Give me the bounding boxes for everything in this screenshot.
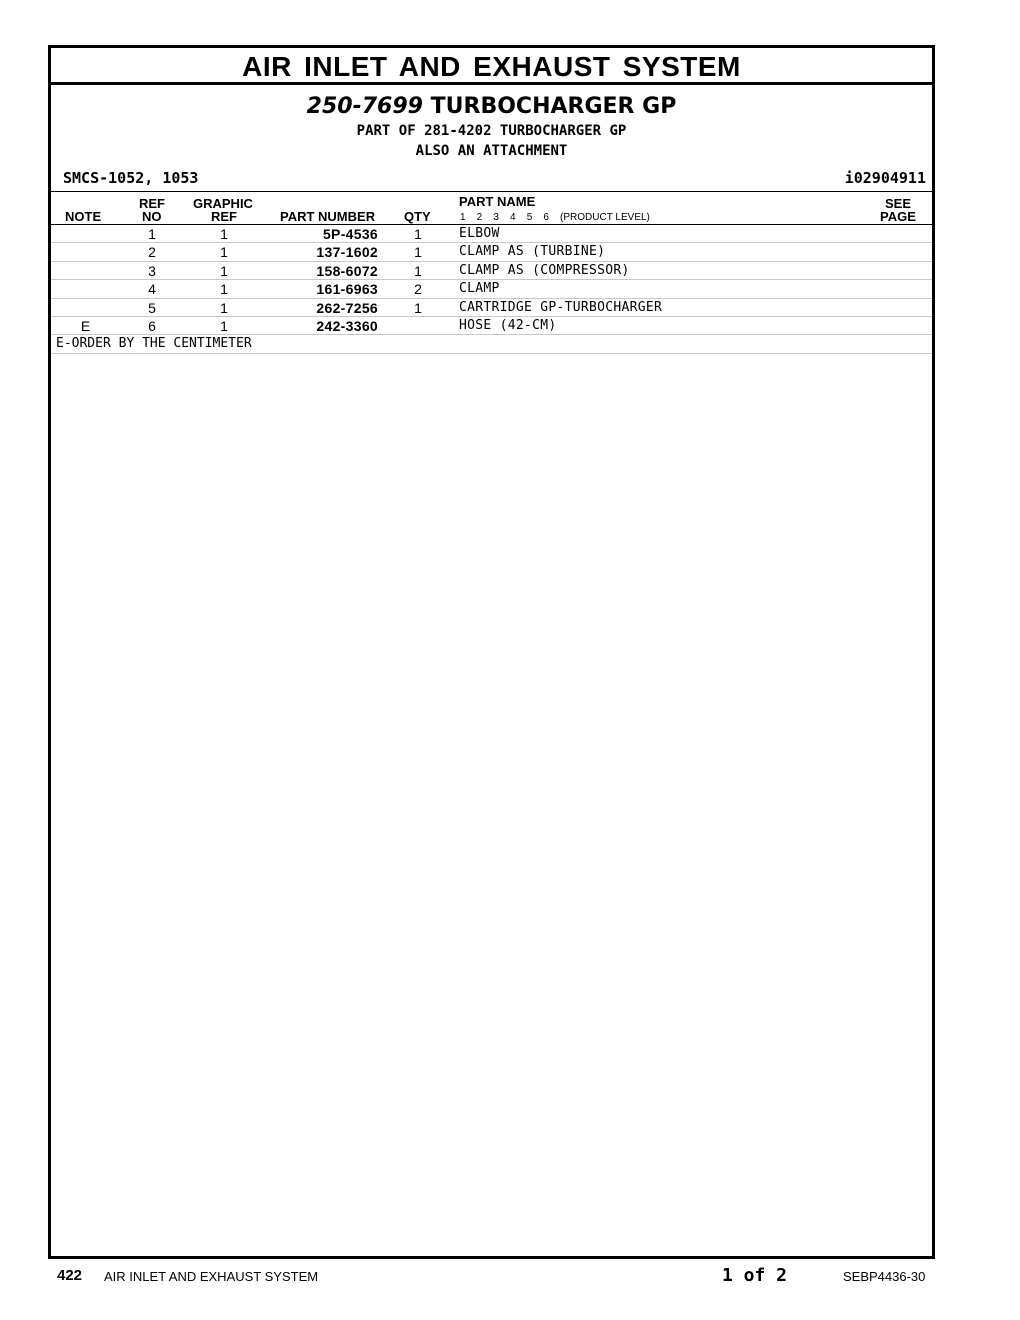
cell-ref: 3 (148, 262, 156, 279)
cell-part-number: 5P-4536 (322, 226, 378, 242)
cell-qty: 2 (414, 281, 422, 298)
table-footnote: E-ORDER BY THE CENTIMETER (51, 335, 932, 353)
footer-page-number: 422 (57, 1267, 83, 1284)
group-number: 250-7699 (306, 94, 423, 119)
header-see-bottom: PAGE (880, 209, 916, 224)
page-frame (48, 45, 935, 1259)
cell-ref: 2 (148, 244, 156, 261)
table-row (51, 243, 932, 261)
cell-part-name: CARTRIDGE GP-TURBOCHARGER (459, 299, 663, 315)
header-note: NOTE (65, 209, 102, 224)
cell-part-name: CLAMP AS (TURBINE) (459, 244, 606, 260)
table-row (51, 299, 932, 317)
cell-part-name: CLAMP (459, 281, 500, 297)
cell-part-name: ELBOW (459, 226, 500, 241)
header-see-top: SEE (885, 196, 912, 211)
cell-graphic-ref: 1 (220, 262, 228, 279)
cell-note: E (80, 317, 91, 334)
cell-part-number: 158-6072 (316, 262, 378, 279)
cell-part-number: 161-6963 (316, 281, 378, 298)
footer-doc-id: SEBP4436-30 (843, 1269, 926, 1284)
page-footer (0, 1265, 1020, 1287)
table-row (51, 317, 932, 335)
part-of-line: PART OF 281-4202 TURBOCHARGER GP (356, 123, 627, 139)
cell-graphic-ref: 1 (220, 299, 228, 316)
table-row (51, 280, 932, 298)
cell-qty: 1 (414, 299, 422, 316)
cell-ref: 4 (148, 281, 156, 298)
group-title (51, 93, 932, 121)
illustration-id: i02904911 (844, 169, 926, 187)
header-graphic-top: GRAPHIC (193, 196, 253, 211)
cell-qty: 1 (414, 262, 422, 279)
cell-part-name: CLAMP AS (COMPRESSOR) (459, 262, 630, 278)
cell-part-number: 242-3360 (316, 317, 378, 334)
cell-part-number: 262-7256 (316, 299, 378, 316)
cell-ref: 6 (148, 317, 156, 334)
header-product-levels: 1 2 3 4 5 6 (PRODUCT LEVEL) (460, 212, 650, 223)
cell-ref: 1 (148, 226, 156, 242)
cell-graphic-ref: 1 (220, 244, 228, 261)
table-row (51, 262, 932, 280)
smcs-codes: SMCS-1052, 1053 (63, 169, 199, 187)
header-part-name: PART NAME (459, 194, 536, 209)
parts-table-body (51, 225, 932, 354)
header-ref-bottom: NO (142, 209, 162, 224)
cell-part-number: 137-1602 (316, 244, 378, 261)
header-qty: QTY (404, 209, 431, 224)
header-graphic-bottom: REF (211, 209, 237, 224)
attachment-line: ALSO AN ATTACHMENT (415, 143, 568, 159)
cell-qty: 1 (414, 244, 422, 261)
table-row (51, 225, 932, 243)
cell-graphic-ref: 1 (220, 281, 228, 298)
header-part-number: PART NUMBER (280, 209, 376, 224)
cell-ref: 5 (148, 299, 156, 316)
footer-section: AIR INLET AND EXHAUST SYSTEM (104, 1269, 319, 1284)
cell-graphic-ref: 1 (220, 226, 228, 242)
section-title: AIR INLET AND EXHAUST SYSTEM (51, 48, 932, 85)
cell-graphic-ref: 1 (220, 317, 228, 334)
group-name: TURBOCHARGER GP (430, 94, 677, 119)
meta-row (51, 167, 932, 191)
table-header (51, 191, 932, 225)
footer-page-of: 1 of 2 (722, 1265, 788, 1286)
header-ref-top: REF (139, 196, 165, 211)
cell-part-name: HOSE (42-CM) (459, 317, 557, 333)
cell-qty: 1 (414, 226, 422, 242)
